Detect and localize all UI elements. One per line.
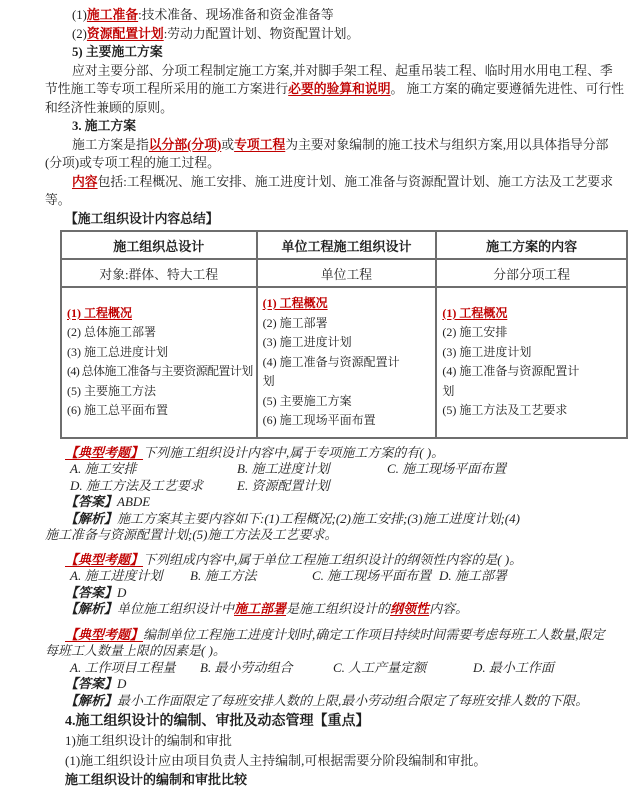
table-list-item: (6) 施工总平面布置 — [67, 403, 168, 418]
text-line — [45, 99, 628, 118]
option-item: B. 施工方法 — [190, 568, 257, 583]
text-line — [45, 191, 628, 210]
table-header-cell: 施工组织总设计 — [61, 231, 257, 259]
text-line — [45, 210, 628, 229]
table-content-cell — [61, 287, 257, 438]
text-segment: 【解析】 — [65, 510, 118, 526]
answer-line — [45, 494, 628, 511]
option-item: C. 施工现场平面布置 — [387, 461, 507, 476]
table-object-cell: 分部分项工程 — [436, 259, 627, 287]
table-list-item: (3) 施工进度计划 — [262, 335, 352, 349]
outro-line — [45, 770, 628, 790]
table-list-item: (2) 施工部署 — [262, 315, 328, 330]
highlighted-term: 【典型考题】 — [65, 551, 144, 567]
answer-line — [45, 676, 628, 693]
highlighted-term: 内容 — [72, 174, 98, 189]
text-segment: 3. 施工方案 — [72, 119, 136, 133]
highlighted-term: (1) 工程概况 — [67, 305, 132, 320]
text-segment: 包括:工程概况、施工安排、施工进度计划、施工准备与资源配置计划、施工方法及工艺要求 — [97, 174, 614, 189]
text-line — [45, 136, 628, 155]
option-item: B. 最小劳动组合 — [200, 659, 293, 675]
table-list-item: 划 — [262, 374, 275, 388]
text-segment: 【答案】 — [65, 676, 118, 691]
option-item: A. 施工进度计划 — [70, 568, 163, 583]
outro-line — [45, 751, 628, 771]
highlighted-term: 纲领性 — [390, 601, 430, 616]
highlighted-term: 【典型考题】 — [65, 626, 144, 642]
text-segment: 施工组织设计的编制和审批比较 — [65, 772, 248, 787]
text-line — [45, 80, 628, 99]
highlighted-term: 资源配置计划 — [86, 26, 164, 41]
text-segment: 。 施工方案的确定要遵循先进性、可行性 — [390, 82, 625, 96]
table-content-cell — [436, 287, 627, 438]
option-item: D. 施工方法及工艺要求 — [70, 477, 203, 493]
option-item: B. 施工进度计划 — [237, 461, 330, 476]
table-header-cell: 单位工程施工组织设计 — [257, 231, 437, 259]
text-line — [45, 43, 628, 62]
text-segment: 应对主要分部、分项工程制定施工方案,并对脚手架工程、起重吊装工程、临时用水用电工程、季 — [72, 63, 613, 78]
option-item: E. 资源配置计划 — [237, 477, 330, 493]
text-segment: (1)施工组织设计应由项目负责人主持编制,可根据需要分阶段编制和审批。 — [65, 752, 487, 768]
table-list-item: (2) 总体施工部署 — [67, 325, 156, 340]
option-item: C. 施工现场平面布置 — [312, 568, 432, 583]
text-segment: 编制单位工程施工进度计划时,确定工作项目持续时间需要考虑每班工人数量,限定 — [143, 626, 605, 642]
answer-line — [45, 585, 628, 602]
questions-section — [45, 445, 628, 710]
text-segment: D — [117, 584, 127, 600]
text-segment: (1) — [72, 8, 87, 22]
table-list-item: (4) 总体施工准备与主要资源配置计划 — [67, 364, 253, 379]
text-segment: (分项)或专项工程的施工过程。 — [45, 156, 220, 170]
text-line — [45, 62, 628, 81]
text-segment: :劳动力配置计划、物资配置计划。 — [163, 26, 360, 41]
question-text — [45, 552, 628, 569]
options-row — [70, 478, 628, 495]
analysis-line — [45, 601, 628, 618]
text-segment: :技术准备、现场准备和资金准备等 — [138, 8, 334, 22]
text-segment: 下列施工组织设计内容中,属于专项施工方案的有( )。 — [143, 444, 445, 460]
text-segment: 最小工作面限定了每班安排人数的上限,最小劳动组合限定了每班安排人数的下限。 — [117, 692, 589, 708]
analysis-line — [45, 693, 628, 710]
outro-line — [45, 731, 628, 751]
table-header-cell: 施工方案的内容 — [436, 231, 627, 259]
table-list-item: (5) 主要施工方案 — [262, 393, 352, 408]
option-item: C. 人工产量定额 — [333, 659, 427, 675]
text-segment: 和经济性兼顾的原则。 — [45, 100, 173, 115]
exam-question-block — [45, 552, 628, 618]
text-segment: 【解析】 — [65, 692, 118, 708]
text-segment: 内容。 — [429, 601, 469, 616]
highlighted-term: 施工准备 — [86, 8, 139, 22]
highlighted-term: 以分部(分项) — [148, 137, 222, 152]
text-segment: 单位施工组织设计中 — [117, 601, 235, 616]
table-list-item: 划 — [442, 383, 455, 398]
table-object-cell: 单位工程 — [257, 259, 437, 287]
table-list-item: (4) 施工准备与资源配置计 — [262, 354, 400, 369]
options-row — [70, 660, 628, 677]
text-segment: 【解析】 — [65, 601, 118, 616]
highlighted-term: 施工部署 — [234, 601, 287, 616]
question-text — [45, 627, 628, 644]
text-segment: 施工方案是指 — [72, 137, 149, 152]
text-line — [45, 117, 628, 136]
text-segment: 下列组成内容中,属于单位工程施工组织设计的纲领性内容的是( )。 — [143, 551, 523, 567]
table-list-item: (2) 施工安排 — [442, 325, 508, 340]
table-object-cell: 对象:群体、特大工程 — [61, 259, 257, 287]
exam-question-block — [45, 627, 628, 710]
table-list-item: (6) 施工现场平面布置 — [262, 413, 376, 427]
text-segment: 等。 — [45, 193, 71, 207]
text-segment: 【施工组织设计内容总结】 — [65, 211, 219, 226]
option-item: D. 施工部署 — [439, 568, 507, 583]
highlighted-term: (1) 工程概况 — [442, 305, 508, 320]
text-segment: 每班工人数量上限的因素是( )。 — [45, 643, 226, 658]
table-list-item: (4) 施工准备与资源配置计 — [442, 364, 580, 379]
option-item: D. 最小工作面 — [473, 659, 554, 675]
outro-line — [45, 711, 628, 731]
analysis-line — [45, 511, 628, 528]
text-segment: 为主要对象编制的施工技术与组织方案,用以具体指导分部 — [285, 137, 609, 152]
text-segment: D — [117, 676, 127, 691]
text-line — [45, 25, 628, 44]
text-segment: 【答案】 — [65, 584, 118, 600]
options-row — [70, 461, 628, 478]
question-text — [45, 445, 628, 462]
outro-section — [45, 711, 628, 790]
text-segment: 施工准备与资源配置计划;(5)施工方法及工艺要求。 — [45, 527, 338, 542]
analysis-line — [45, 527, 628, 544]
highlighted-term: 专项工程 — [234, 137, 286, 152]
text-segment: 5) 主要施工方案 — [72, 45, 163, 59]
table-list-item: (3) 施工总进度计划 — [67, 344, 168, 359]
text-segment: 【答案】 — [65, 494, 118, 509]
text-segment: ABDE — [117, 494, 151, 509]
exam-question-block — [45, 445, 628, 544]
text-segment: 节性施工等专项工程所采用的施工方案进行 — [45, 82, 289, 96]
table-list-item: (5) 施工方法及工艺要求 — [442, 403, 568, 418]
text-segment: 是施工组织设计的 — [286, 601, 391, 616]
options-row — [70, 568, 628, 585]
highlighted-term: 必要的验算和说明 — [288, 82, 391, 96]
text-line — [45, 173, 628, 192]
text-segment: 4.施工组织设计的编制、审批及动态管理【重点】 — [65, 714, 370, 729]
option-item: A. 施工安排 — [70, 461, 137, 476]
text-line — [45, 6, 628, 25]
highlighted-term: (1) 工程概况 — [262, 296, 328, 310]
intro-section — [45, 6, 628, 228]
text-line — [45, 154, 628, 173]
text-segment: 1)施工组织设计的编制和审批 — [65, 733, 232, 748]
text-segment: 或 — [221, 137, 235, 152]
question-text — [45, 643, 628, 660]
text-segment: 施工方案其主要内容如下:(1)工程概况;(2)施工安排;(3)施工进度计划;(4) — [117, 510, 520, 526]
table-content-cell — [257, 287, 437, 438]
summary-table — [60, 230, 628, 439]
option-item: A. 工作项目工程量 — [70, 659, 176, 675]
text-segment: (2) — [72, 26, 87, 41]
table-list-item: (5) 主要施工方法 — [67, 383, 156, 398]
table-list-item: (3) 施工进度计划 — [442, 344, 532, 359]
highlighted-term: 【典型考题】 — [65, 444, 144, 460]
